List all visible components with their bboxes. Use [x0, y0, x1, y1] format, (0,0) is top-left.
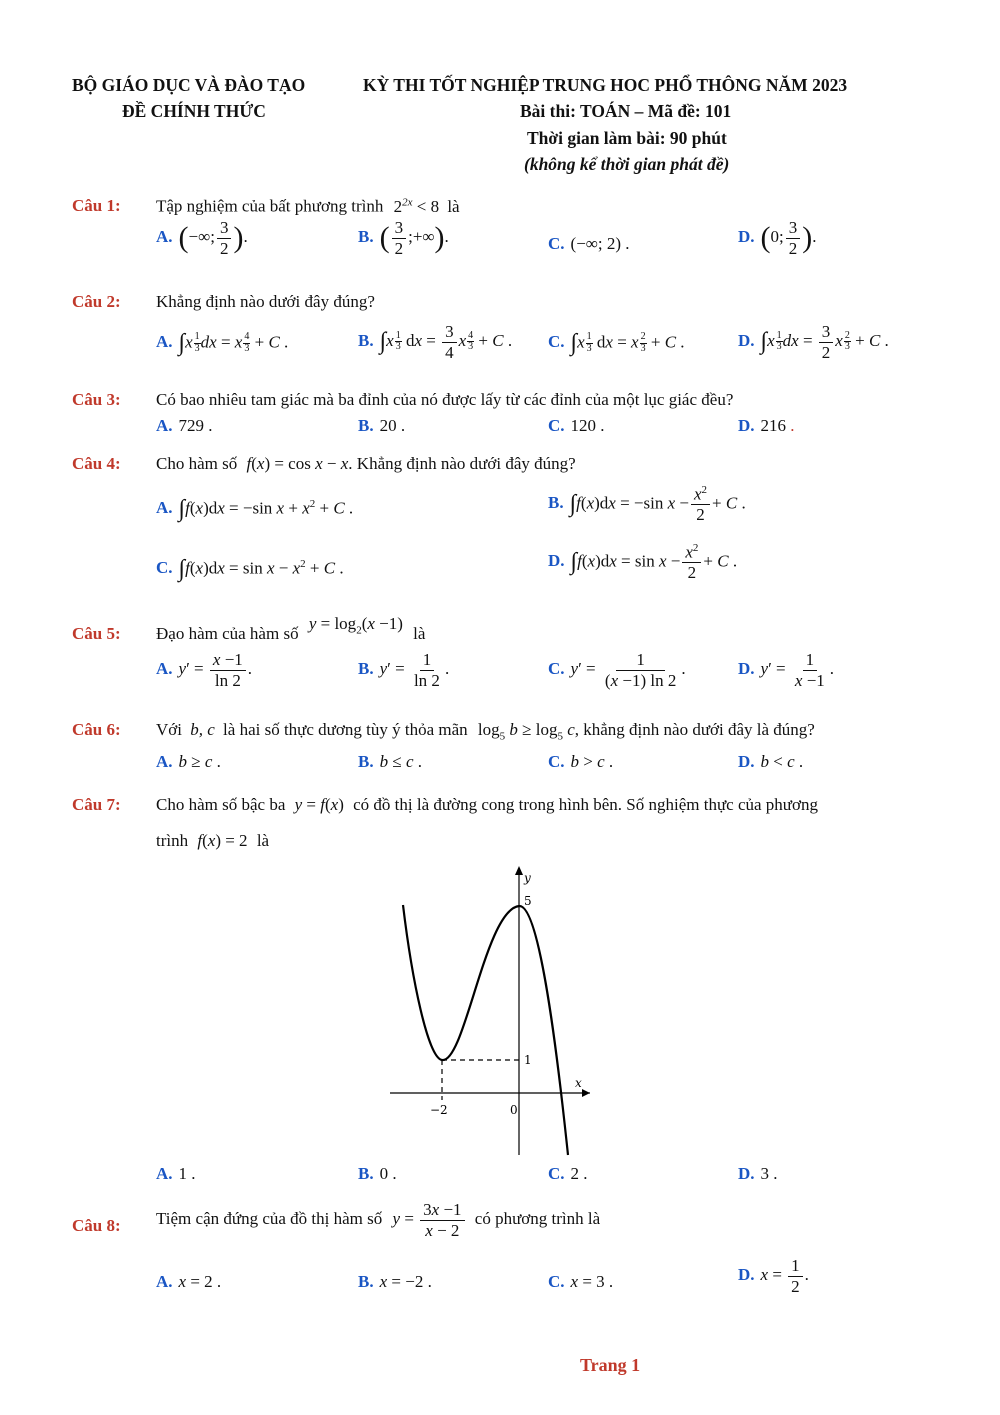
question-7-text: Cho hàm số bậc ba y = f(x) có đồ thị là đường cong trong hình bên. Số nghiệm thực của phương [156, 795, 819, 814]
y-axis-label: y [524, 871, 531, 885]
tick-y1: 1 [524, 1053, 532, 1067]
question-6-option-d[interactable]: D. b < c . [738, 752, 804, 771]
question-5-option-c[interactable]: C. y′ = $\frac{1}{(x -1) \ln 2}$ . [548, 650, 686, 690]
tick-y5: 5 [524, 894, 532, 908]
question-6-option-a[interactable]: A. b ≥ c . [156, 752, 221, 771]
question-4-option-c[interactable]: C. $\int f(x)dx = \sin x - x^2 + C$ . [156, 556, 344, 582]
question-2-option-d[interactable]: D. ∫x $\frac{1}{3}$ dx = $\frac{3}{2}$ x $\frac{2}{3}$ + C . [738, 322, 889, 362]
question-4-label: Câu 4: [72, 454, 121, 473]
y-axis-arrow [515, 866, 523, 875]
question-7-label: Câu 7: [72, 795, 121, 814]
question-3-text: Có bao nhiêu tam giác mà ba đỉnh của nó được lấy từ các đỉnh của một lục giác đều? [156, 390, 734, 409]
question-3-option-a[interactable]: A. 729 . [156, 416, 213, 435]
question-1-option-d[interactable]: D. (0; $\frac{3}{2}$ ). [738, 218, 817, 258]
question-2-option-c[interactable]: C. ∫x $\frac{1}{3}$ dx = x $\frac{2}{3}$ + C . [548, 330, 685, 356]
ministry-name: BỘ GIÁO DỤC VÀ ĐÀO TẠO [72, 75, 306, 95]
page-number: Trang 1 [580, 1355, 641, 1375]
question-2-option-b[interactable]: B. ∫x $\frac{1}{3}$ dx = $\frac{3}{4}$ x $\frac{4}{3}$ + C . [358, 322, 513, 362]
question-8-option-c[interactable]: C. x = 3 . [548, 1272, 614, 1291]
question-1-label: Câu 1: [72, 196, 121, 215]
exam-note: (không kể thời gian phát đề) [524, 154, 730, 174]
question-3-label: Câu 3: [72, 390, 121, 409]
question-1-option-c[interactable]: C. (−∞; 2) . [548, 234, 630, 253]
question-1-option-a[interactable]: A. (−∞; $\frac{3}{2}$ ). [156, 218, 248, 258]
tick-x-neg2: −2 [430, 1103, 448, 1117]
question-7-option-d[interactable]: D. 3 . [738, 1164, 778, 1183]
question-3-option-b[interactable]: B. 20 . [358, 416, 406, 435]
question-4-text: Cho hàm số f(x) = cos x − x. Khẳng định nào dưới đây đúng? [156, 454, 576, 473]
question-5-label: Câu 5: [72, 624, 121, 643]
question-8-option-b[interactable]: B. x = −2 . [358, 1272, 432, 1291]
question-4-option-d[interactable]: D. ∫f(x)dx = sin x − $\frac{x^2}{2}$ + C . [548, 542, 738, 583]
question-6-text: Với b, c là hai số thực dương tùy ý thỏa mãn $\log_5 b \ge \log_5 c$, khẳng định nào dưới đây là đúng? [156, 720, 815, 743]
question-5-text: Đạo hàm của hàm số $y = \log_2(x -1)$ là [156, 614, 426, 643]
question-6-option-c[interactable]: C. b > c . [548, 752, 614, 771]
question-5-option-a[interactable]: A. y′ = $\frac{x -1}{\ln 2}$ . [156, 650, 253, 690]
question-3-option-c[interactable]: C. 120 . [548, 416, 605, 435]
official-exam-label: ĐỀ CHÍNH THỨC [122, 101, 266, 121]
question-6-option-b[interactable]: B. b ≤ c . [358, 752, 422, 771]
question-8-option-d[interactable]: D. x = $\frac{1}{2}$ . [738, 1256, 809, 1296]
x-axis-label: x [575, 1076, 582, 1090]
question-5-option-b[interactable]: B. y′ = $\frac{1}{\ln 2}$ . [358, 650, 450, 690]
question-2-text: Khẳng định nào dưới đây đúng? [156, 292, 375, 311]
question-4-option-a[interactable]: A. ∫f(x)dx = −sin $x + x^2 + C$ . [156, 496, 354, 522]
question-7-option-a[interactable]: A. 1 . [156, 1164, 196, 1183]
question-8-label: Câu 8: [72, 1216, 121, 1235]
question-8-text: Tiệm cận đứng của đồ thị hàm số y = $\frac{3x -1}{x - 2}$ có phương trình là [156, 1200, 601, 1240]
x-axis-arrow [582, 1089, 590, 1097]
question-8-option-a[interactable]: A. x = 2 . [156, 1272, 222, 1291]
question-7-text-line2: trình f(x) = 2 là [156, 831, 270, 850]
question-7-option-c[interactable]: C. 2 . [548, 1164, 588, 1183]
question-3-option-d[interactable]: D. 216 . [738, 416, 795, 435]
question-7-option-b[interactable]: B. 0 . [358, 1164, 397, 1183]
question-1-text: Tập nghiệm của bất phương trình $2^{2x} < 8$ là [156, 196, 460, 216]
exam-title: KỲ THI TỐT NGHIỆP TRUNG HOC PHỔ THÔNG NĂM 2023 [363, 75, 848, 95]
question-5-option-d[interactable]: D. y′ = $\frac{1}{x -1}$ . [738, 650, 835, 690]
question-4-option-b[interactable]: B. ∫f(x)dx = −sin x − $\frac{x^2}{2}$ + C . [548, 484, 746, 525]
question-6-label: Câu 6: [72, 720, 121, 739]
exam-subject: Bài thi: TOÁN – Mã đề: 101 [520, 101, 732, 121]
question-2-label: Câu 2: [72, 292, 121, 311]
question-1-option-b[interactable]: B. ( $\frac{3}{2}$ ;+∞). [358, 218, 449, 258]
cubic-curve [403, 905, 568, 1155]
tick-origin: 0 [510, 1103, 518, 1117]
exam-time: Thời gian làm bài: 90 phút [527, 128, 727, 148]
question-2-option-a[interactable]: A. ∫x $\frac{1}{3}$ dx = x $\frac{4}{3}$ + C . [156, 330, 289, 356]
cubic-function-graph [390, 860, 590, 1160]
